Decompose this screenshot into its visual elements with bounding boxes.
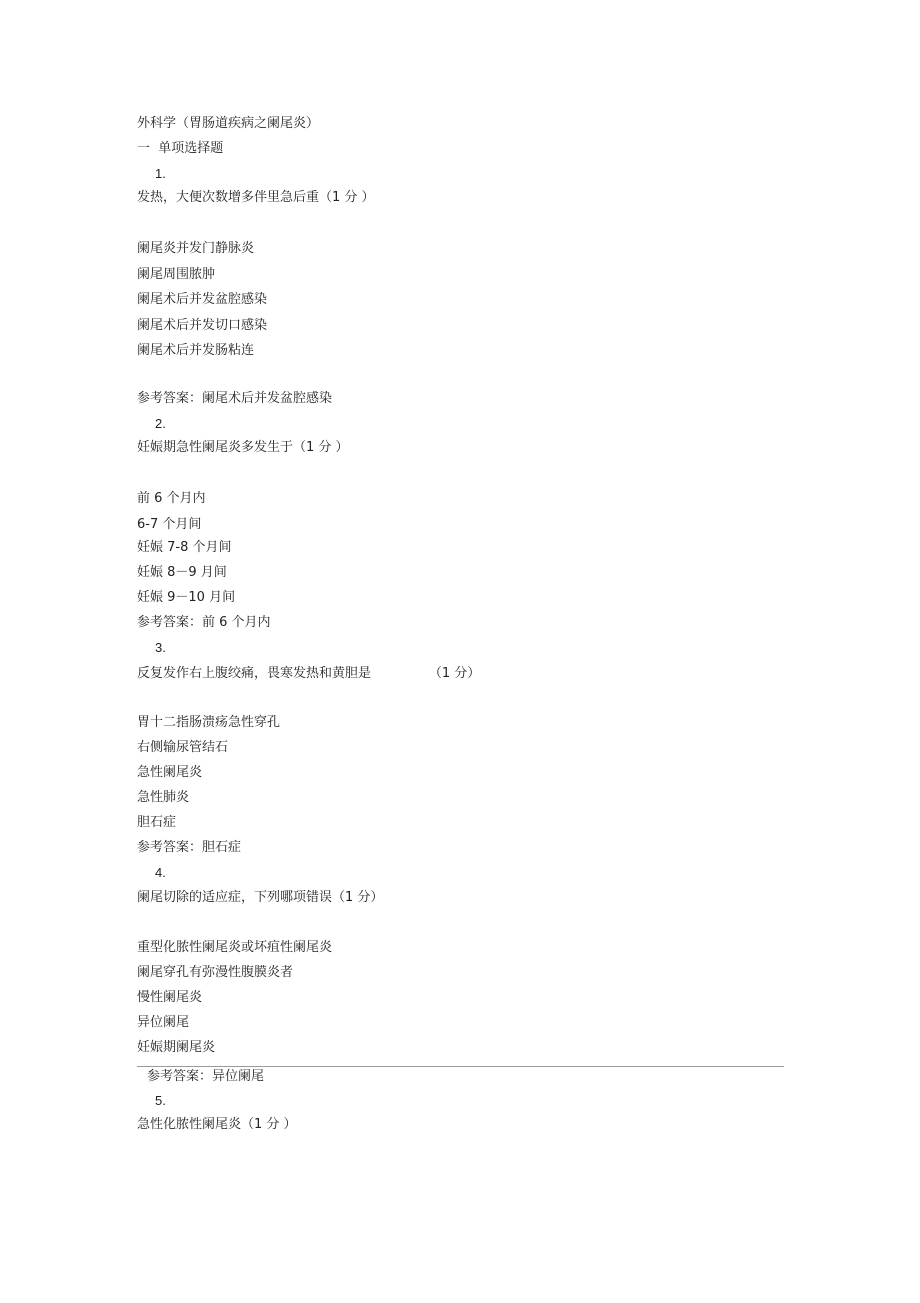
reference-answer: 参考答案：胆石症: [137, 840, 242, 855]
question-stem: 阑尾切除的适应症，下列哪项错误（1 分）: [137, 890, 384, 905]
answer-option: 急性肺炎: [137, 790, 190, 805]
answer-option: 右侧输尿管结石: [137, 740, 229, 755]
answer-option: 妊娠期阑尾炎: [137, 1040, 216, 1055]
answer-option: 慢性阑尾炎: [137, 990, 203, 1005]
horizontal-divider: [137, 1066, 784, 1067]
question-number: 3.: [155, 640, 166, 655]
reference-answer: 参考答案：阑尾术后并发盆腔感染: [137, 391, 333, 406]
answer-option: 胃十二指肠溃疡急性穿孔: [137, 715, 281, 730]
answer-option: 重型化脓性阑尾炎或坏疽性阑尾炎: [137, 940, 333, 955]
question-number: 5.: [155, 1093, 166, 1108]
answer-option: 前 6 个月内: [137, 491, 206, 506]
reference-answer: 参考答案：异位阑尾: [147, 1069, 265, 1084]
question-stem: 急性化脓性阑尾炎（1 分 ）: [137, 1117, 297, 1132]
answer-option: 妊娠 7-8 个月间: [137, 540, 232, 555]
answer-option: 6-7 个月间: [137, 517, 202, 532]
answer-option: 异位阑尾: [137, 1015, 190, 1030]
question-number: 2.: [155, 416, 166, 431]
question-stem: 妊娠期急性阑尾炎多发生于（1 分 ）: [137, 440, 349, 455]
answer-option: 妊娠 8－9 月间: [137, 565, 227, 580]
section-heading: 一 单项选择题: [137, 141, 224, 156]
question-number: 4.: [155, 865, 166, 880]
question-number: 1.: [155, 166, 166, 181]
answer-option: 阑尾术后并发肠粘连: [137, 343, 255, 358]
reference-answer: 参考答案：前 6 个月内: [137, 615, 271, 630]
answer-option: 阑尾周围脓肿: [137, 267, 216, 282]
answer-option: 妊娠 9－10 月间: [137, 590, 236, 605]
answer-option: 阑尾术后并发切口感染: [137, 318, 268, 333]
answer-option: 急性阑尾炎: [137, 765, 203, 780]
answer-option: 阑尾术后并发盆腔感染: [137, 292, 268, 307]
question-stem: 反复发作右上腹绞痛，畏寒发热和黄胆是 （1 分）: [137, 666, 481, 681]
question-stem: 发热，大便次数增多伴里急后重（1 分 ）: [137, 190, 375, 205]
answer-option: 阑尾炎并发门静脉炎: [137, 241, 255, 256]
answer-option: 阑尾穿孔有弥漫性腹膜炎者: [137, 965, 294, 980]
page-title: 外科学（胃肠道疾病之阑尾炎）: [137, 116, 320, 131]
answer-option: 胆石症: [137, 815, 177, 830]
